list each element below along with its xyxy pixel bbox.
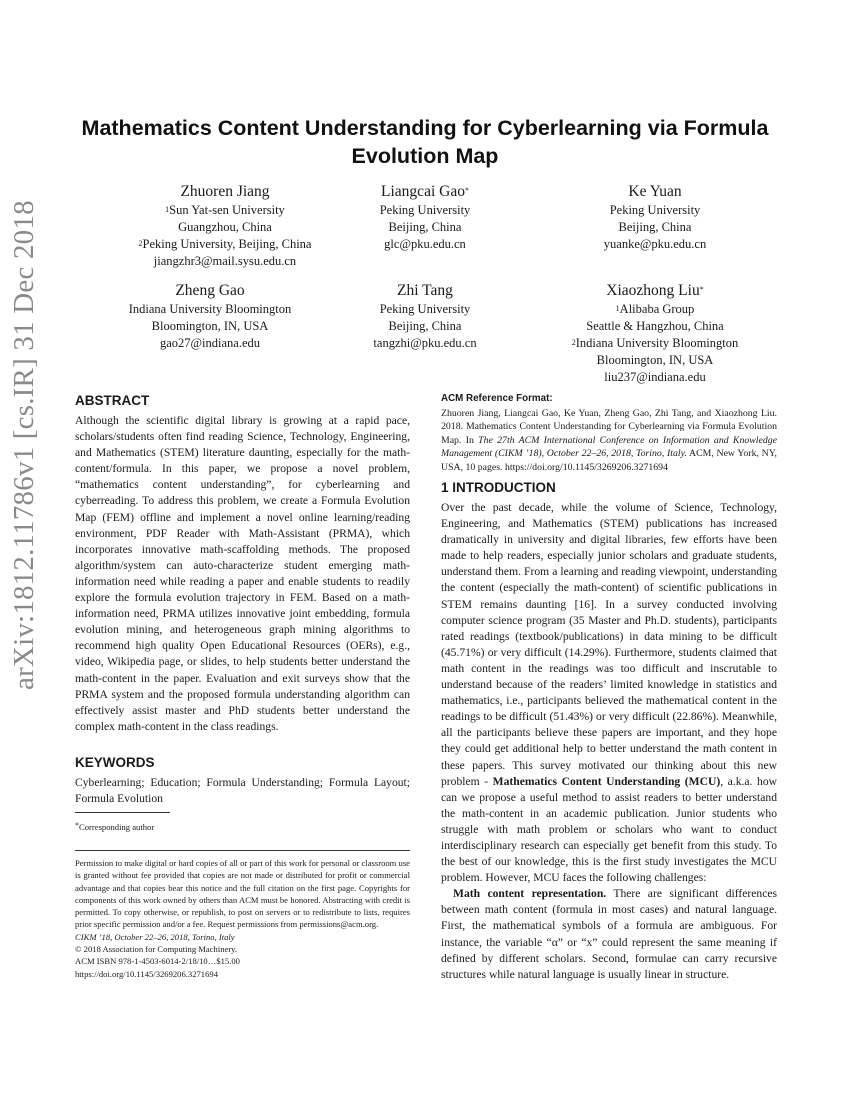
author-affiliation: Indiana University Bloomington — [128, 302, 292, 316]
author-name: Xiaozhong Liu* — [606, 282, 704, 299]
author-location: Bloomington, IN, USA — [596, 353, 714, 367]
author-email: glc@pku.edu.cn — [384, 237, 466, 251]
author-affiliation: Peking University — [379, 203, 471, 217]
intro-heading: 1 INTRODUCTION — [441, 480, 556, 495]
author-name: Liangcai Gao* — [381, 183, 469, 200]
permission-rule — [75, 850, 410, 851]
author-block — [535, 280, 775, 386]
author-block — [85, 280, 335, 352]
author-block — [325, 280, 525, 352]
author-affiliation: $^1$Alibaba Group — [615, 302, 695, 316]
author-name: Zhi Tang — [397, 282, 453, 299]
paper-title: Mathematics Content Understanding for Cyberlearning via Formula Evolution Map — [81, 116, 769, 168]
author-name: Ke Yuan — [628, 183, 682, 200]
abstract-heading: ABSTRACT — [75, 393, 150, 408]
author-affiliation: $^1$Sun Yat-sen University — [165, 203, 285, 217]
right-column — [441, 392, 777, 983]
acm-reference — [441, 392, 777, 474]
author-location: Beijing, China — [618, 220, 692, 234]
author-location: Bloomington, IN, USA — [151, 319, 269, 333]
author-location: Beijing, China — [388, 319, 462, 333]
author-block — [100, 181, 350, 270]
permission-block — [75, 857, 410, 980]
author-email: jiangzhr3@mail.sysu.edu.cn — [153, 254, 297, 268]
acm-ref-heading: ACM Reference Format: — [441, 393, 553, 404]
keywords-text: Cyberlearning; Education; Formula Understanding; Formula Layout; Formula Evolution — [75, 775, 410, 805]
author-block — [555, 181, 755, 253]
left-column — [75, 391, 410, 807]
footnote: *Corresponding author — [75, 821, 155, 832]
author-name: Zhuoren Jiang — [180, 183, 270, 200]
author-email: liu237@indiana.edu — [604, 370, 706, 384]
author-affiliation: $^2$Peking University, Beijing, China — [138, 237, 312, 251]
author-block — [325, 181, 525, 253]
intro-paragraph: Over the past decade, while the volume of Science, Technology, Engineering, and Mathematics (STEM) publications has increased dramatically in university and digital libraries, few efforts have been made to help readers, especially junior scholars and graduate students, understand them. From a learning and reading viewpoint, understanding the content (especially the math-content) of scientific publications in STEM remains daunting [16]. In a survey conducted involving computer science program (35 Master and Ph.D. students), participants rated readings (textbook/publications) in data mining to be difficult (45.71%) or very difficult (14.29%). Furthermore, students claimed that math content in the readings was too difficult and inscrutable to understand because of the readers’ limited knowledge in statistics and mathematics, i.e., participants believed the mathematical content in the readings to be difficult (51.43%) or very difficult (22.86%). Meanwhile, all the participants believe these papers are important, and they hope they could get additional help to better understand the math content in these papers. This survey motivated our thinking about this new problem - Mathematics Content Understanding (MCU), a.k.a. how can we propose a useful method to assist readers to better understand the math-content in an academic publication. Junior students who struggle with math problem or scholars who want to conduct interdisciplinary research can especially get benefit from this study. To the best of our knowledge, this is the first study investigates the MCU problem. However, MCU faces the following challenges: — [441, 501, 777, 885]
permission-doi: https://doi.org/10.1145/3269206.3271694 — [75, 968, 218, 979]
author-email: yuanke@pku.edu.cn — [603, 237, 707, 251]
permission-venue: CIKM ’18, October 22–26, 2018, Torino, Italy — [75, 931, 235, 942]
author-affiliation: Peking University — [609, 203, 701, 217]
footnote-rule — [75, 812, 170, 813]
permission-copyright: © 2018 Association for Computing Machinery. — [75, 944, 238, 955]
keywords-heading: KEYWORDS — [75, 754, 155, 770]
author-affiliation: Peking University — [379, 302, 471, 316]
permission-text: Permission to make digital or hard copies of all or part of this work for personal or classroom use is granted without fee provided that copies are not made or distributed for profit or commercial advantage and that copies bear this notice and the full citation on the first page. Copyrights for components of this work owned by others than ACM must be honored. Abstracting with credit is permitted. To copy otherwise, or republish, to post on servers or to redistribute to lists, requires prior specific permission and/or a fee. Request permissions from permissions@acm.org. — [75, 858, 410, 930]
permission-isbn: ACM ISBN 978-1-4503-6014-2/18/10…$15.00 — [75, 956, 240, 967]
author-name: Zheng Gao — [175, 282, 245, 299]
abstract-text: Although the scientific digital library is growing at a rapid pace, scholars/students often find reading Science, Technology, Engineering, and Mathematics (STEM) literature daunting, especially for the math-content/formula. In this paper, we propose a novel problem, “mathematics content understanding”, for cyberlearning and cyberreading. To address this problem, we create a Formula Evolution Map (FEM) offline and implement a novel online learning/reading environment, PDF Reader with Math-Assistant (PRMA), which incorporates innovative math-scaffolding methods. The proposed algorithm/system can auto-characterize student emerging math-information need while reading a paper and enable students to readily explore the formula evolution trajectory in FEM. Based on a math-information need, PRMA utilizes innovative joint embedding, formula evolution mining, and heterogeneous graph mining algorithms to recommend high quality Open Educational Resources (OERs), e.g., video, Wikipedia page, or slides, to help students better understand the math-content in the paper. Evaluation and exit surveys show that the PRMA system and the proposed formula understanding algorithm can effectively assist master and PhD students better understand the complex math-content in the class readings. — [75, 414, 410, 733]
author-email: gao27@indiana.edu — [159, 336, 261, 350]
arxiv-stamp: arXiv:1812.11786v1 [cs.IR] 31 Dec 2018 — [8, 200, 40, 690]
acm-ref-text: Zhuoren Jiang, Liangcai Gao, Ke Yuan, Zheng Gao, Zhi Tang, and Xiaozhong Liu. 2018. Mathematics Content Understanding for Cyberlearning via Formula Evolution Map. In The 27th ACM International Conference on Information and Knowledge Management (CIKM ’18), October 22–26, 2018, Torino, Italy. ACM, New York, NY, USA, 10 pages. https://doi.org/10.1145/3269206.3271694 — [441, 407, 777, 473]
intro-paragraph: Math content representation. There are significant differences between math content (formula in most cases) and natural language. First, the mathematical symbols of a formula are ambiguous. For instance, the variable “α” or “x” could represent the same meaning if defined by different scholars. Second, formulae can carry recursive structures while natural language is usually linear in structure. — [441, 887, 777, 981]
author-email: tangzhi@pku.edu.cn — [373, 336, 477, 350]
author-location: Beijing, China — [388, 220, 462, 234]
author-affiliation: $^2$Indiana University Bloomington — [571, 336, 739, 350]
author-location: Guangzhou, China — [178, 220, 272, 234]
author-location: Seattle & Hangzhou, China — [586, 319, 724, 333]
